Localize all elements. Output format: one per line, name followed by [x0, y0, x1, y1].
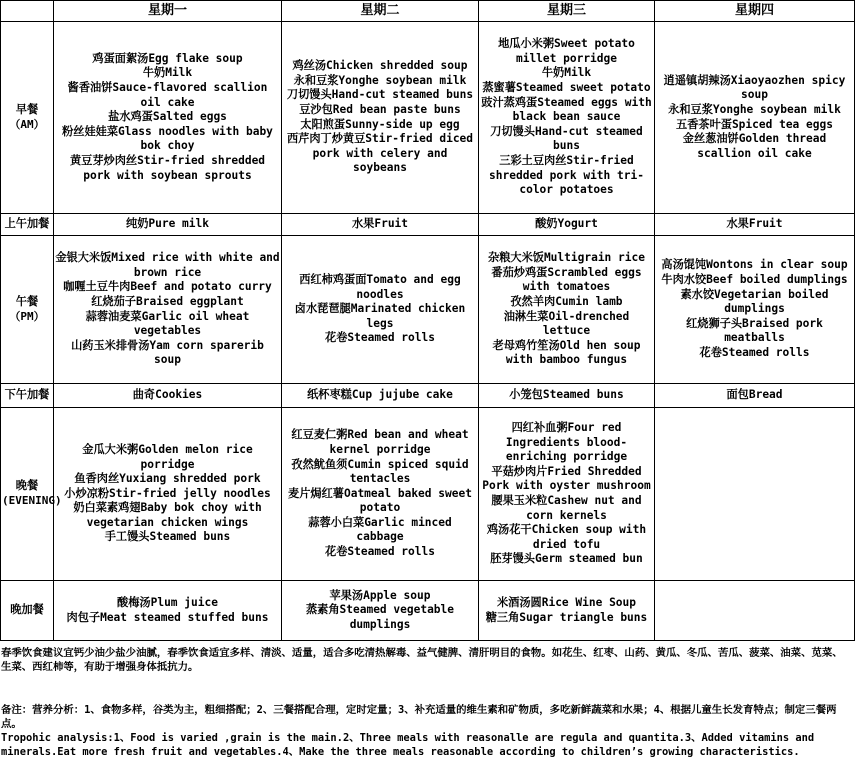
nutrition-analysis — [1, 703, 853, 759]
menu-item: 腰果玉米粒Cashew nut and corn kernels — [491, 494, 642, 522]
menu-item: 手工馒头Steamed buns — [104, 530, 231, 544]
menu-cell — [282, 214, 479, 236]
meal-row-breakfast — [1, 22, 855, 214]
menu-cell — [282, 22, 479, 214]
menu-item: 曲奇Cookies — [132, 388, 203, 402]
meal-label: 晚餐 (EVENING) — [1, 408, 54, 581]
menu-item: 红烧茄子Braised eggplant — [91, 294, 244, 308]
menu-item: 纯奶Pure milk — [126, 217, 209, 231]
menu-item: 素水饺Vegetarian boiled dumplings — [680, 287, 829, 316]
menu-item: 花卷Steamed rolls — [325, 331, 435, 345]
menu-item: 西芹肉丁炒黄豆Stir-fried diced pork with celery and soybeans — [286, 132, 474, 175]
meal-label: 晚加餐 — [1, 581, 54, 641]
menu-cell — [54, 581, 282, 641]
menu-item: 米酒汤圆Rice Wine Soup — [496, 595, 637, 609]
menu-item: 酸梅汤Plum juice — [117, 595, 218, 609]
menu-item: 鸡丝汤Chicken shredded soup — [292, 59, 468, 73]
menu-item: 太阳煎蛋Sunny-side up egg — [300, 117, 460, 131]
menu-item: 鸡汤花干Chicken soup with dried tofu — [486, 523, 647, 551]
menu-item: 纸杯枣糕Cup jujube cake — [307, 388, 453, 402]
menu-cell — [479, 581, 655, 641]
day-header: 星期四 — [655, 1, 855, 22]
menu-item: 金丝葱油饼Golden thread scallion oil cake — [682, 132, 827, 160]
menu-item: 山药玉米排骨汤Yam corn sparerib soup — [71, 338, 264, 367]
menu-item: 鱼香肉丝Yuxiang shredded pork — [74, 472, 261, 486]
menu-item: 牛奶Milk — [142, 66, 193, 80]
meal-row-dinner — [1, 408, 855, 581]
menu-cell — [282, 384, 479, 408]
menu-item: 刀切馒头Hand-cut steamed buns — [490, 124, 643, 153]
meal-label: 早餐 （AM） — [1, 22, 54, 214]
menu-item: 五香茶叶蛋Spiced tea eggs — [676, 117, 833, 131]
menu-cell — [54, 408, 282, 581]
menu-item: 刀切馒头Hand-cut steamed buns — [286, 88, 474, 102]
menu-item: 永和豆浆Yonghe soybean milk — [293, 73, 467, 87]
menu-item: 鸡蛋面絮汤Egg flake soup — [92, 51, 243, 65]
meal-label: 下午加餐 — [1, 384, 54, 408]
meal-label: 午餐 （PM） — [1, 236, 54, 384]
menu-item: 牛奶Milk — [541, 66, 592, 80]
menu-item: 糖三角Sugar triangle buns — [485, 610, 648, 624]
day-header: 星期三 — [479, 1, 655, 22]
menu-item: 苹果汤Apple soup — [329, 588, 431, 602]
menu-cell — [479, 408, 655, 581]
day-header: 星期二 — [282, 1, 479, 22]
spring-diet-advice: 春季饮食建议宜钙少油少盐少油腻，春季饮食适宜多样、清淡、适量，适合多吃清热解毒、益气健脾、清肝明目的食物。如花生、红枣、山药、黄瓜、冬瓜、苦瓜、菠菜、油菜、苋菜、生菜、西红柿等，有助于增强身体抵抗力。 — [1, 647, 843, 673]
menu-item: 逍遥镇胡辣汤Xiaoyaozhen spicy soup — [663, 73, 846, 102]
meal-row-night-snack — [1, 581, 855, 641]
menu-item: 牛肉水饺Beef boiled dumplings — [661, 273, 848, 287]
menu-item: 蒸蜜薯Steamed sweet potato — [482, 81, 651, 95]
menu-cell — [282, 408, 479, 581]
day-header: 星期一 — [54, 1, 282, 22]
menu-item: 高汤馄饨Wontons in clear soup — [661, 258, 848, 272]
menu-item: 蒸素角Steamed vegetable dumplings — [305, 603, 455, 631]
menu-item: 金银大米饭Mixed rice with white and brown rice — [55, 251, 280, 279]
menu-item: 四红补血粥Four red Ingredients blood-enriching porridge — [505, 421, 628, 464]
menu-item: 油淋生菜Oil-drenched lettuce — [503, 309, 630, 338]
menu-cell — [54, 384, 282, 408]
menu-item: 地瓜小米粥Sweet potato millet porridge — [498, 37, 635, 65]
menu-cell — [655, 214, 855, 236]
menu-item: 面包Bread — [726, 388, 783, 402]
menu-item: 金瓜大米粥Golden melon rice porridge — [82, 442, 253, 471]
menu-cell — [54, 236, 282, 384]
menu-cell — [479, 214, 655, 236]
meal-label: 上午加餐 — [1, 214, 54, 236]
menu-cell — [54, 214, 282, 236]
menu-item: 水果Fruit — [351, 217, 409, 231]
menu-item: 肉包子Meat steamed stuffed buns — [66, 610, 269, 624]
menu-item: 奶白菜素鸡翅Baby bok choy with vegetarian chicken wings — [73, 501, 262, 529]
menu-item: 咖喱土豆牛肉Beef and potato curry — [63, 280, 272, 294]
menu-item: 小炒凉粉Stir-fried jelly noodles — [64, 486, 271, 500]
menu-item: 永和豆浆Yonghe soybean milk — [668, 102, 841, 116]
menu-item: 孜然鱿鱼须Cumin spiced squid tentacles — [291, 457, 469, 486]
nutrition-analysis-cn: 备注：营养分析：1、食物多样，谷类为主，粗细搭配；2、三餐搭配合理，定时定量；3、补充适量的维生素和矿物质，多吃新鲜蔬菜和水果；4、根据儿童生长发育特点；制定三餐两点。 — [1, 704, 837, 730]
nutrition-analysis-en: Tropohic analysis:1、Food is varied ,grain is the main.2、Three meals with reasonalle are regula and quantita.3、Added vitamins and minerals.Eat more fresh fruit and vegetables.4、Make the three meals reasonable according to children’s growing characteristics. — [1, 732, 815, 758]
menu-item: 老母鸡竹笙汤Old hen soup with bamboo fungus — [492, 338, 641, 367]
menu-item: 粉丝娃娃菜Glass noodles with baby bok choy — [62, 124, 273, 153]
menu-item: 麦片焗红薯Oatmeal baked sweet potato — [288, 486, 472, 515]
menu-item: 平菇炒肉片Fried Shredded Pork with oyster mushroom — [482, 464, 651, 493]
menu-cell — [282, 581, 479, 641]
menu-item: 西红柿鸡蛋面Tomato and egg noodles — [299, 273, 461, 301]
menu-cell — [479, 384, 655, 408]
menu-cell — [655, 22, 855, 214]
menu-cell — [655, 581, 855, 641]
meal-row-lunch — [1, 236, 855, 384]
menu-item: 蒜蓉油麦菜Garlic oil wheat vegetables — [85, 309, 250, 338]
menu-item: 三彩土豆肉丝Stir-fried shredded pork with tri-color potatoes — [489, 153, 644, 197]
menu-item: 红烧狮子头Braised pork meatballs — [686, 316, 823, 345]
meal-row-morning-snack — [1, 214, 855, 236]
menu-item: 酸奶Yogurt — [535, 217, 598, 231]
header-row — [1, 1, 855, 22]
menu-item: 水果Fruit — [726, 217, 783, 231]
menu-cell — [282, 236, 479, 384]
menu-item: 红豆麦仁粥Red bean and wheat kernel porridge — [291, 428, 469, 456]
menu-item: 黄豆芽炒肉丝Stir-fried shredded pork with soybean sprouts — [69, 153, 266, 182]
menu-item: 胚芽馒头Germ steamed bun — [490, 552, 643, 566]
menu-item: 蒜蓉小白菜Garlic minced cabbage — [308, 515, 452, 544]
menu-item: 豉汁蒸鸡蛋Steamed eggs with black bean sauce — [481, 95, 652, 124]
menu-item: 花卷Steamed rolls — [699, 345, 810, 359]
menu-item: 小笼包Steamed buns — [509, 388, 624, 402]
menu-cell — [655, 408, 855, 581]
menu-item: 花卷Steamed rolls — [325, 545, 435, 559]
menu-cell — [655, 384, 855, 408]
menu-item: 番茄炒鸡蛋Scrambled eggs with tomatoes — [491, 265, 642, 294]
menu-cell — [655, 236, 855, 384]
menu-item: 孜然羊肉Cumin lamb — [510, 294, 623, 308]
menu-item: 豆沙包Red bean paste buns — [299, 102, 461, 116]
meal-row-afternoon-snack — [1, 384, 855, 408]
corner-cell — [1, 1, 54, 22]
menu-cell — [479, 236, 655, 384]
menu-item: 杂粮大米饭Multigrain rice — [488, 251, 645, 265]
menu-item: 卤水琵琶腿Marinated chicken legs — [294, 302, 466, 330]
menu-cell — [479, 22, 655, 214]
menu-item: 盐水鸡蛋Salted eggs — [108, 110, 227, 124]
menu-cell — [54, 22, 282, 214]
menu-item: 酱香油饼Sauce-flavored scallion oil cake — [67, 81, 268, 109]
